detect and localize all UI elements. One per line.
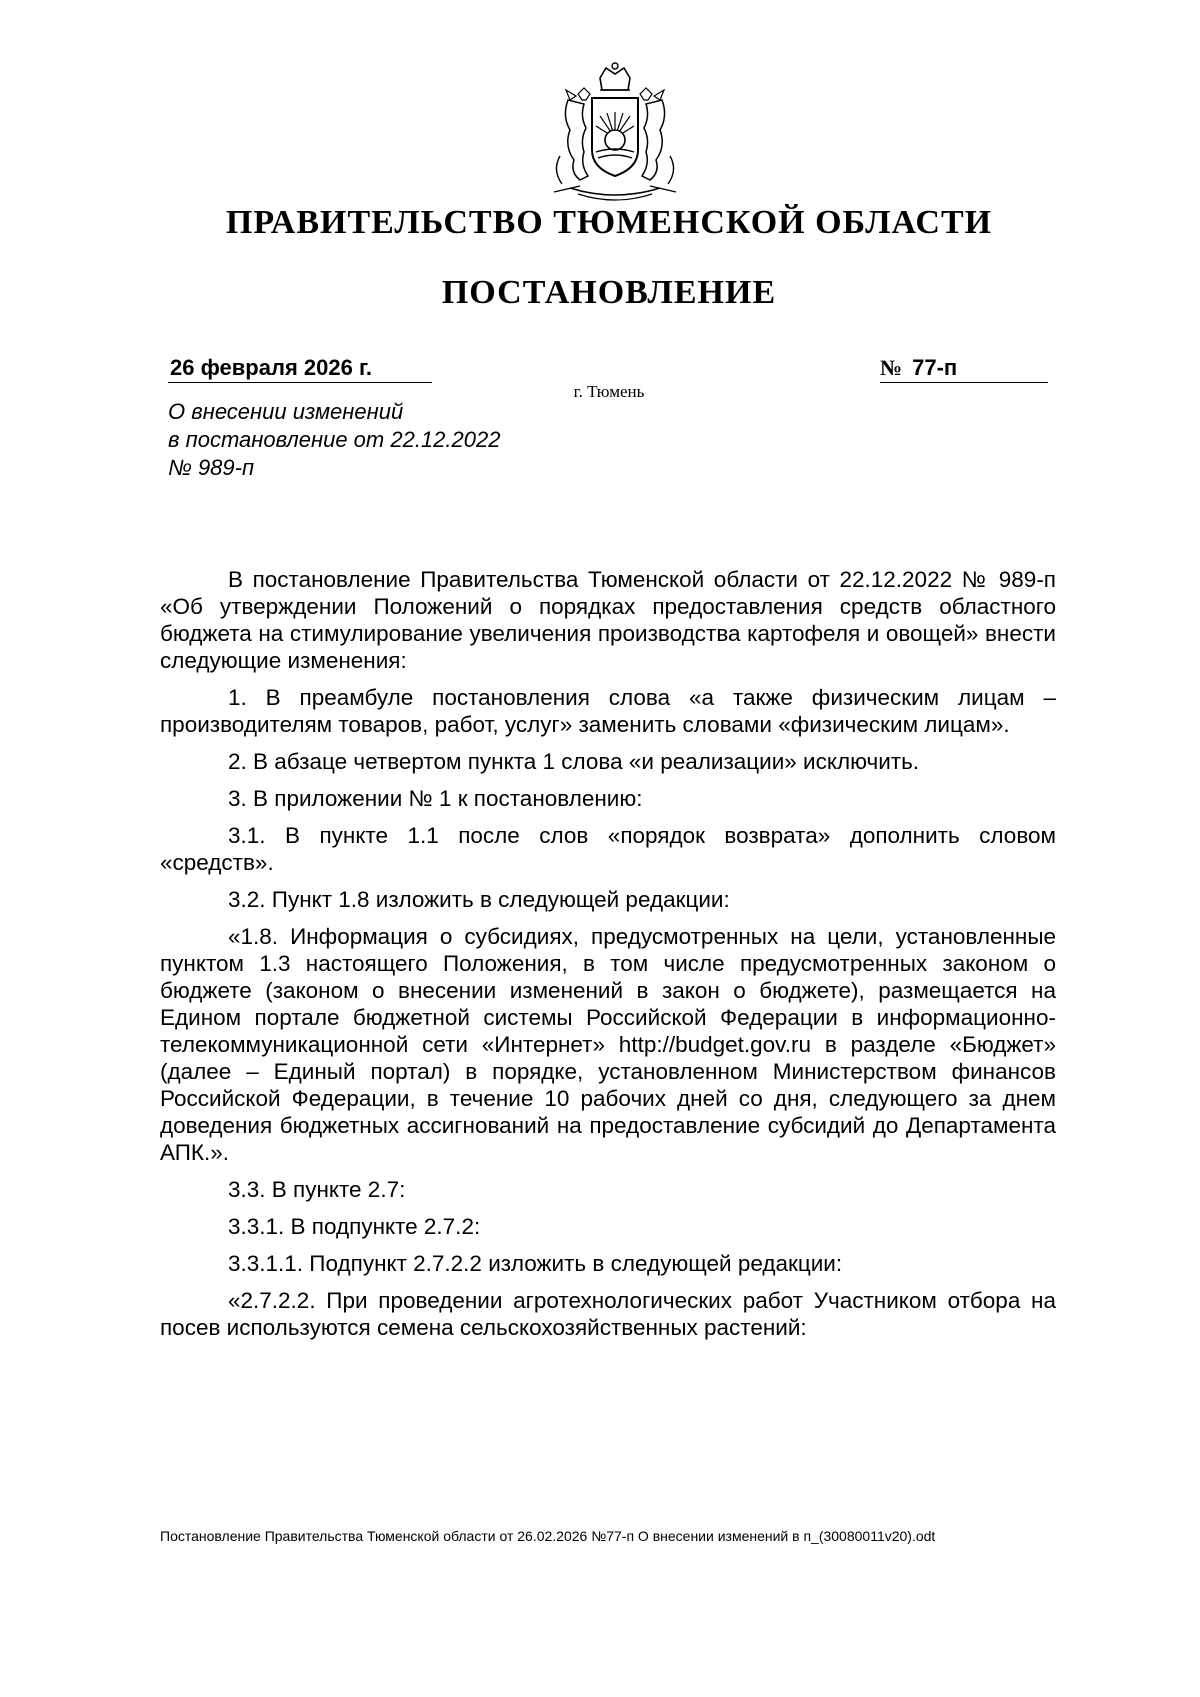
subject-line: № 989-п [168, 455, 255, 480]
body-paragraph: «1.8. Информация о субсидиях, предусмотренных на цели, установленные пунктом 1.3 настоящего Положения, в том числе предусмотренных законом о бюджете (законом о внесении изменений в закон о бюджете), размещается на Едином портале бюджетной системы Российской Федерации в информационно-телекоммуникационной сети «Интернет» http://budget.gov.ru в разделе «Бюджет» (далее – Единый портал) в порядке, установленном Министерством финансов Российской Федерации, в течение 10 рабочих дней со дня, следующего за днем доведения бюджетных ассигнований на предоставление субсидий до Департамента АПК.». [160, 924, 1056, 1165]
document-subject [168, 398, 500, 482]
body-paragraph: 3.3. В пункте 2.7: [228, 1177, 406, 1202]
document-type-title: ПОСТАНОВЛЕНИЕ [441, 274, 777, 311]
body-paragraph: 3.1. В пункте 1.1 после слов «порядок возврата» дополнить словом «средств». [160, 823, 1056, 875]
body-paragraph: 3. В приложении № 1 к постановлению: [228, 786, 643, 811]
number-sign: № [880, 355, 903, 380]
document-date: 26 февраля 2026 г. [168, 354, 432, 383]
document-footer: Постановление Правительства Тюменской области от 26.02.2026 №77-п О внесении изменений в п_(30080011v20).odt [160, 1528, 936, 1544]
document-number: 77-п [912, 355, 958, 380]
body-paragraph: 3.3.1. В подпункте 2.7.2: [228, 1214, 481, 1239]
subject-line: в постановление от 22.12.2022 [168, 427, 501, 452]
subject-line: О внесении изменений [168, 399, 404, 424]
body-paragraph: «2.7.2.2. При проведении агротехнологических работ Участником отбора на посев используются семена сельскохозяйственных растений: [160, 1288, 1056, 1340]
body-paragraph: 2. В абзаце четвертом пункта 1 слова «и реализации» исключить. [228, 749, 920, 774]
body-paragraph: 1. В преамбуле постановления слова «а также физическим лицам – производителям товаров, работ, услуг» заменить словами «физическим лицам». [160, 685, 1056, 737]
body-paragraph: 3.3.1.1. Подпункт 2.7.2.2 изложить в следующей редакции: [228, 1251, 843, 1276]
document-number-field [880, 354, 1048, 383]
body-paragraph: 3.2. Пункт 1.8 изложить в следующей редакции: [228, 887, 730, 912]
document-city: г. Тюмень [573, 382, 645, 401]
document-body [160, 566, 1056, 1351]
organization-title: ПРАВИТЕЛЬСТВО ТЮМЕНСКОЙ ОБЛАСТИ [225, 204, 993, 241]
coat-of-arms-icon [540, 60, 690, 210]
body-paragraph: В постановление Правительства Тюменской области от 22.12.2022 № 989-п «Об утверждении Положений о порядках предоставления средств областного бюджета на стимулирование увеличения производства картофеля и овощей» внести следующие изменения: [160, 567, 1056, 673]
